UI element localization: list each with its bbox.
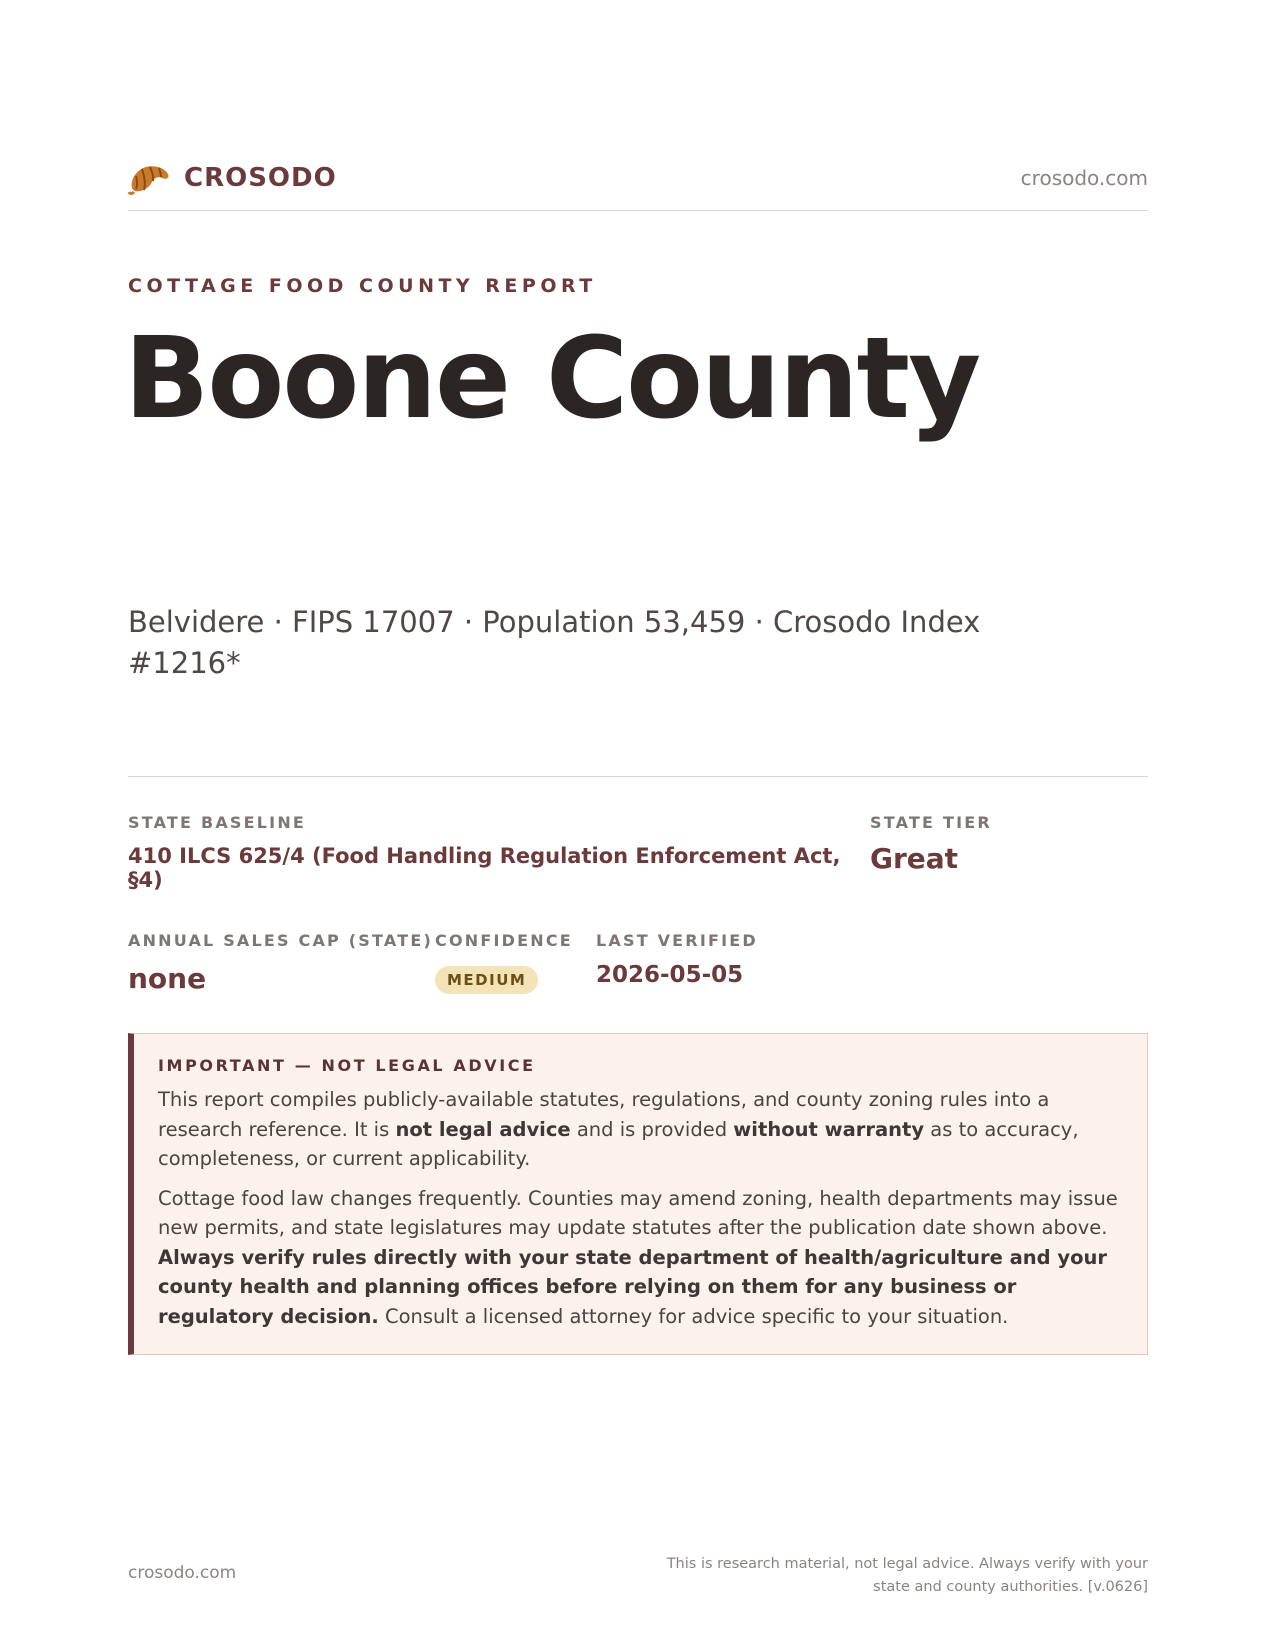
last-verified-field: [596, 931, 758, 988]
croissant-icon: [128, 158, 172, 198]
confidence-badge: MEDIUM: [435, 966, 538, 994]
footer-site[interactable]: crosodo.com: [128, 1563, 237, 1583]
confidence-field: [435, 931, 573, 994]
state-baseline-value: 410 ILCS 625/4 (Food Handling Regulation Enforcement Act, §4): [128, 844, 841, 892]
footer-disclaimer: This is research material, not legal advice. Always verify with your state and county authorities. [v.0626]: [666, 1556, 1148, 1595]
notice-text: as to accuracy, completeness, or current applicability.: [158, 1117, 1079, 1170]
state-baseline-label: STATE BASELINE: [128, 813, 307, 832]
state-tier-field: [870, 813, 992, 875]
notice-emphasis: Always verify rules directly with your state department of health/agriculture and your county health and planning offices before relying on them for any business or regulatory decision.: [158, 1245, 1108, 1328]
legal-notice: [128, 1033, 1148, 1355]
legal-notice-paragraph-2: [158, 1184, 1121, 1332]
state-tier-label: STATE TIER: [870, 813, 992, 832]
page-title: Boone County: [124, 314, 980, 444]
notice-emphasis: without warranty: [733, 1117, 925, 1141]
state-tier-value: Great: [870, 842, 959, 875]
site-url[interactable]: crosodo.com: [1020, 166, 1148, 190]
divider: [128, 776, 1148, 777]
report-page: [124, 0, 1148, 1650]
notice-text: and is provided: [570, 1117, 734, 1141]
legal-notice-paragraph-1: [158, 1085, 1121, 1174]
sales-cap-value: none: [128, 962, 207, 995]
brand[interactable]: [128, 158, 337, 198]
notice-text: Cottage food law changes frequently. Counties may amend zoning, health departments may issue new permits, and state legislatures may update statutes after the publication date shown above.: [158, 1186, 1118, 1239]
legal-notice-title: IMPORTANT — NOT LEGAL ADVICE: [158, 1056, 536, 1075]
county-meta: Belvidere · FIPS 17007 · Population 53,459 · Crosodo Index #1216*: [128, 605, 981, 680]
last-verified-value: 2026-05-05: [596, 962, 744, 988]
page-header: [128, 158, 1148, 211]
brand-name: CROSODO: [184, 163, 337, 193]
notice-text: Consult a licensed attorney for advice specific to your situation.: [378, 1304, 1009, 1328]
confidence-label: CONFIDENCE: [435, 931, 573, 950]
state-baseline-field: [128, 813, 848, 892]
notice-emphasis: not legal advice: [395, 1117, 571, 1141]
last-verified-label: LAST VERIFIED: [596, 931, 758, 950]
sales-cap-label: ANNUAL SALES CAP (STATE): [128, 931, 433, 950]
notice-text: This report compiles publicly-available statutes, regulations, and county zoning rules into a research reference. It is: [158, 1088, 1050, 1141]
sales-cap-field: [128, 931, 433, 995]
report-eyebrow: COTTAGE FOOD COUNTY REPORT: [128, 275, 597, 297]
